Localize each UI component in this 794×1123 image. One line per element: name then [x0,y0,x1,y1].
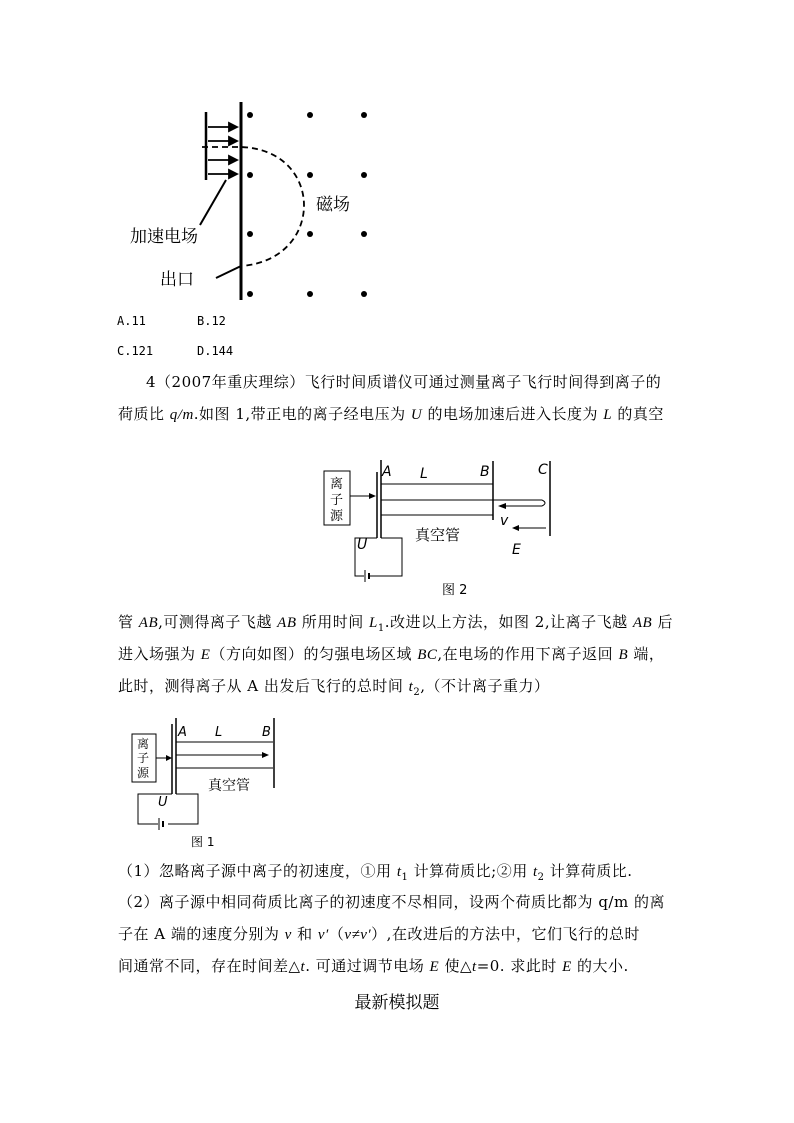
figure-1 [128,716,288,854]
fig2-label-E: E [512,542,521,558]
section-heading: 最新模拟题 [354,993,440,1013]
option-b: B.12 [197,314,226,328]
fig1-source-char-2: 子 [137,751,150,765]
option-a: A.11 [117,314,146,328]
label-magnetic-field: 磁场 [316,195,350,215]
fig1-caption: 图 1 [191,835,215,849]
fig2-label-U: U [357,537,368,553]
sub-question-2-line-2: 子在 A 端的速度分别为 v 和 v′（v≠v′）,在改进后的方法中，它们飞行的总时 [118,925,640,943]
ion-trajectory [202,147,304,266]
fig2-label-A: A [382,464,392,480]
sub-question-1: （1）忽略离子源中离子的初速度，①用 $t_1$ 计算荷质比;②用 $t_2$ 计算荷质比. [118,862,633,883]
fig2-label-L: L [420,466,428,482]
fig1-label-U: U [158,795,168,810]
q4-line-2: 荷质比 q/m.如图 1,带正电的离子经电压为 U 的电场加速后进入长度为 L 的真空 [118,405,664,423]
fig2-label-C: C [538,462,548,478]
fig2-source-char-1: 离 [330,477,344,492]
option-c: C.121 [117,344,154,358]
fig2-caption: 图 2 [442,583,468,598]
q4-line-1: 4（2007年重庆理综）飞行时间质谱仪可通过测量离子飞行时间得到离子的 [146,373,662,391]
exit-pointer [216,266,241,278]
fig1-label-L: L [215,725,223,740]
option-d: D.144 [197,344,234,358]
accel-pointer [200,180,226,225]
label-exit: 出口 [160,270,194,290]
fig2-label-v: v [500,513,509,529]
field-arrows [208,123,237,178]
magnetic-field-figure [120,100,380,310]
q4-line-4: 进入场强为 E（方向如图）的匀强电场区域 BC,在电场的作用下离子返回 B 端， [118,645,665,663]
sub-question-2-line-3: 间通常不同，存在时间差△t. 可通过调节电场 E 使△t=0. 求此时 E 的大小. [118,957,629,975]
fig2-label-tube: 真空管 [415,526,461,544]
fig2-source-char-2: 子 [330,493,344,508]
fig2-source-char-3: 源 [330,509,344,524]
fig1-label-tube: 真空管 [208,778,250,794]
fig1-source-char-1: 离 [137,737,150,751]
q4-line-3: 管 AB,可测得离子飞越 AB 所用时间 $L_1$.改进以上方法，如图 2,让离子飞越 AB 后 [118,613,673,634]
fig2-label-B: B [480,464,490,480]
fig1-label-B: B [262,725,271,740]
figure-2 [320,458,560,603]
fig1-label-A: A [178,725,187,740]
sub-question-2-line-1: （2）离子源中相同荷质比离子的初速度不尽相同，设两个荷质比都为 q/m 的离 [118,893,665,911]
label-accel-field: 加速电场 [130,227,198,247]
fig1-source-char-3: 源 [137,766,150,780]
q4-line-5: 此时，测得离子从 A 出发后飞行的总时间 $t_2$,（不计离子重力） [118,677,550,698]
